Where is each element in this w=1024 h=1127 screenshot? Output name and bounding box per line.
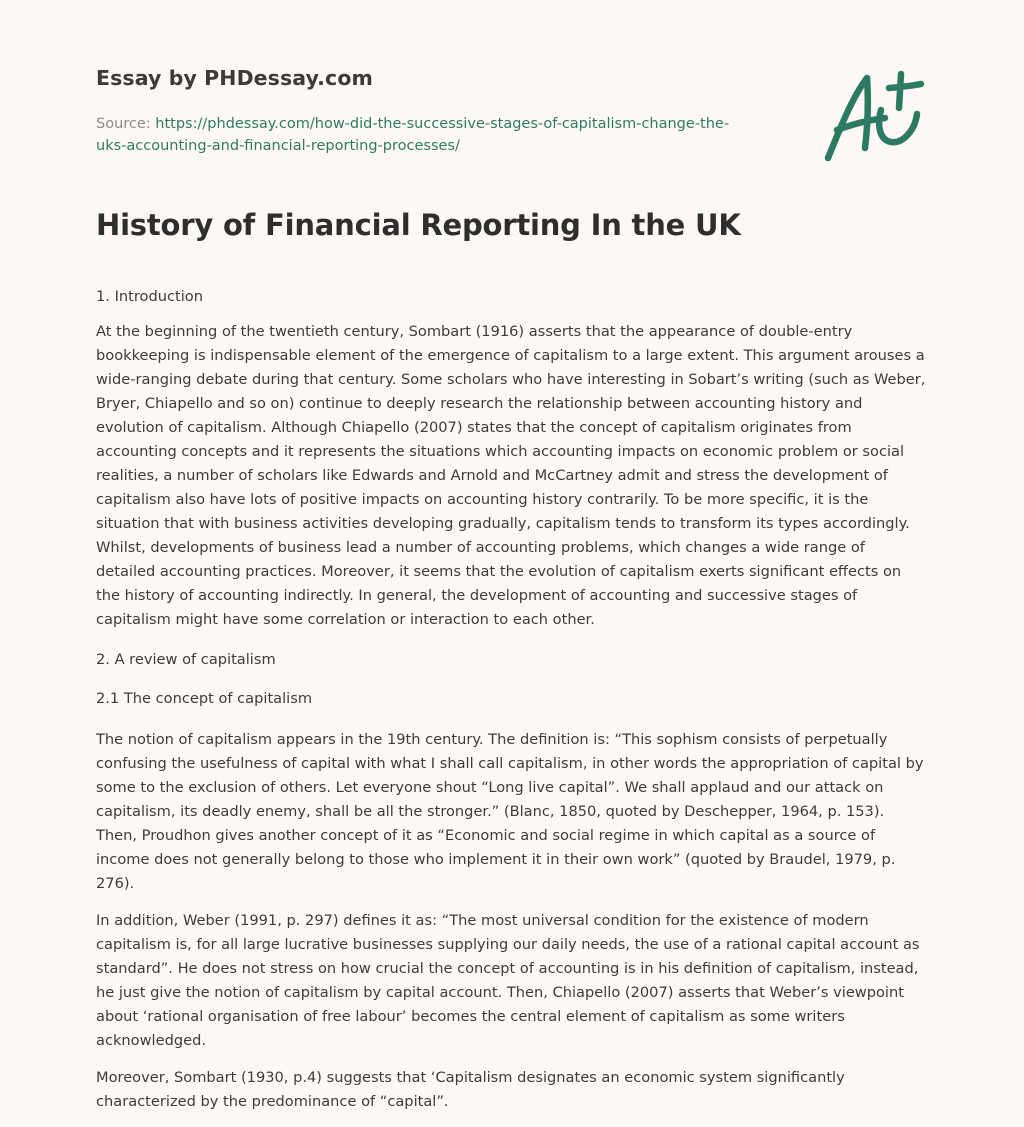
article-body	[96, 285, 928, 1127]
source-link-line1: https://phdessay.com/how-did-the-successive-stages-of-capitalism-change-the-	[155, 116, 730, 132]
source-link-line2: uks-accounting-and-financial-reporting-processes/	[96, 138, 460, 154]
section-heading-introduction: 1. Introduction	[96, 288, 203, 305]
site-brand[interactable]: Essay by PHDessay.com	[96, 66, 373, 90]
paragraph-sombart: Moreover, Sombart (1930, p.4) suggests that ‘Capitalism designates an economic system significantly characterized by the predominance of “capital”.	[96, 1069, 845, 1110]
source-line	[96, 113, 776, 157]
a-plus-logo-icon	[823, 66, 933, 166]
source-label: Source:	[96, 116, 151, 132]
article-title: History of Financial Reporting In the UK	[96, 208, 741, 242]
paragraph-weber: In addition, Weber (1991, p. 297) defines it as: “The most universal condition for the existence of modern capitalism is, for all large lucrative businesses supplying our daily needs, the use of a rational capital account as standard”. He does not stress on how crucial the concept of accounting is in his definition of capitalism, instead, he just give the notion of capitalism by capital account. Then, Chiapello (2007) asserts that Weber’s viewpoint about ‘rational organisation of free labour’ becomes the central element of capitalism as some writers acknowledged.	[96, 912, 920, 1049]
source-link[interactable]	[96, 116, 729, 154]
subsection-heading-concept: 2.1 The concept of capitalism	[96, 690, 313, 707]
section-heading-review: 2. A review of capitalism	[96, 651, 276, 668]
paragraph-introduction: At the beginning of the twentieth century, Sombart (1916) asserts that the appearance of double-entry bookkeeping is indispensable element of the emergence of capitalism to a large extent. This argument arouses a wide-ranging debate during that century. Some scholars who have interesting in Sobart’s writing (such as Weber, Bryer, Chiapello and so on) continue to deeply research the relationship between accounting history and evolution of capitalism. Although Chiapello (2007) states that the concept of capitalism originates from accounting concepts and it represents the situations which accounting impacts on economic problem or social realities, a number of scholars like Edwards and Arnold and McCartney admit and stress the development of capitalism also have lots of positive impacts on accounting history contrarily. To be more specific, it is the situation that with business activities developing gradually, capitalism tends to transform its types accordingly. Whilst, developments of business lead a number of accounting problems, which changes a wide range of detailed accounting practices. Moreover, it seems that the evolution of capitalism exerts significant effects on the history of accounting indirectly. In general, the development of accounting and successive stages of capitalism might have some correlation or interaction to each other.	[96, 323, 926, 628]
paragraph-notion: The notion of capitalism appears in the 19th century. The definition is: “This sophism consists of perpetually confusing the usefulness of capital with what I shall call capitalism, in other words the appropriation of capital by some to the exclusion of others. Let everyone shout “Long live capital”. We shall applaud and our attack on capitalism, its deadly enemy, shall be all the stronger.” (Blanc, 1850, quoted by Deschepper, 1964, p. 153). Then, Proudhon gives another concept of it as “Economic and social regime in which capital as a source of income does not generally belong to those who implement it in their own work” (quoted by Braudel, 1979, p. 276).	[96, 731, 924, 892]
